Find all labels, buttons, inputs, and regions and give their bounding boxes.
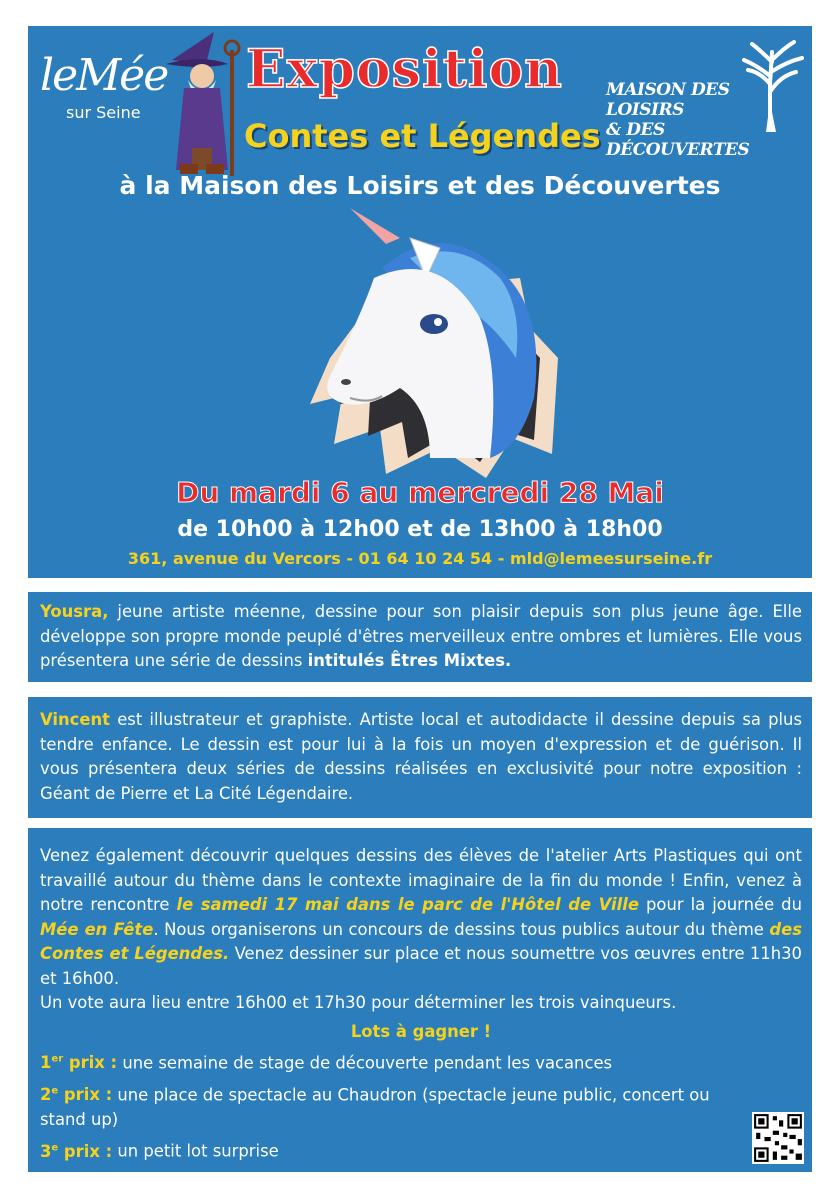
vincent-name: Vincent	[40, 710, 111, 729]
event-dates: Du mardi 6 au mercredi 28 Mai	[176, 476, 664, 509]
event-hours: de 10h00 à 12h00 et de 13h00 à 18h00	[177, 517, 663, 542]
qr-code[interactable]	[752, 1112, 804, 1164]
prizes-title: Lots à gagner !	[350, 1021, 492, 1041]
vote-text: Un vote aura lieu entre 16h00 et 17h30 pour déterminer les trois vainqueurs.	[40, 993, 677, 1012]
yousra-series: intitulés Êtres Mixtes.	[307, 651, 512, 670]
prize-1: 1er prix : une semaine de stage de découverte pendant les vacances	[40, 1053, 613, 1073]
vincent-description	[40, 708, 802, 806]
yousra-text: jeune artiste méenne, dessine pour son plaisir depuis son plus jeune âge. Elle développe son propre monde peuplé d'êtres merveilleux entre ombres et lumières. Elle vous présentera une série de dessins	[40, 602, 802, 670]
contest-date-highlight: le samedi 17 mai dans le parc de l'Hôtel de Ville	[176, 895, 640, 914]
exhibition-title: Exposition	[246, 39, 563, 100]
vincent-panel	[28, 697, 812, 818]
maison-loisirs-logo	[600, 32, 810, 160]
hero-panel	[28, 26, 812, 578]
venue-title: à la Maison des Loisirs et des Découvertes	[119, 171, 721, 200]
prize-3: 3e prix : un petit lot surprise	[40, 1141, 279, 1161]
yousra-description	[40, 600, 802, 674]
logo-le-mee-text: leMée	[40, 50, 168, 101]
contest-panel	[28, 828, 812, 1172]
mee-en-fete-highlight: Mée en Fête	[40, 919, 154, 939]
wizard-illustration	[162, 30, 246, 180]
unicorn-illustration	[290, 208, 580, 482]
exhibition-subtitle: Contes et Légendes	[244, 117, 601, 155]
contest-text-1: Venez également découvrir quelques dessins des élèves de l'atelier Arts Plastiques qui ont travaillé autour du thème dans le contexte imaginaire de la fin du monde ! Enfin, venez à notre rencontre	[40, 846, 802, 914]
contest-text-4: Venez dessiner sur place et nous soumettre vos œuvres entre 11h30 et 16h00.	[40, 944, 802, 988]
contest-text-2: pour la journée du	[639, 895, 802, 914]
event-contact: 361, avenue du Vercors - 01 64 10 24 54 - mld@lemeesurseine.fr	[127, 549, 713, 568]
vincent-text: est illustrateur et graphiste. Artiste local et autodidacte il dessine depuis sa plus tendre enfance. Le dessin est pour lui à la fois un moyen d'expression et de guérison. Il vous présentera deux séries de dessins réalisées en exclusivité pour notre exposition : Géant de Pierre et La Cité Légendaire.	[40, 710, 802, 803]
contest-description	[40, 844, 802, 1164]
theme-highlight: des Contes et Légendes.	[40, 919, 803, 963]
maison-loisirs-text: MAISON DES LOISIRS & DES DÉCOUVERTES	[606, 80, 750, 160]
logo-sur-seine-text: sur Seine	[66, 103, 141, 122]
le-mee-logo	[40, 46, 168, 136]
yousra-name: Yousra,	[40, 602, 109, 621]
prize-2: 2e prix : une place de spectacle au Chaudron (spectacle jeune public, concert ou stand up)	[40, 1085, 710, 1129]
contest-text-3: . Nous organiserons un concours de dessins tous publics autour du thème	[153, 919, 770, 939]
yousra-panel	[28, 592, 812, 682]
